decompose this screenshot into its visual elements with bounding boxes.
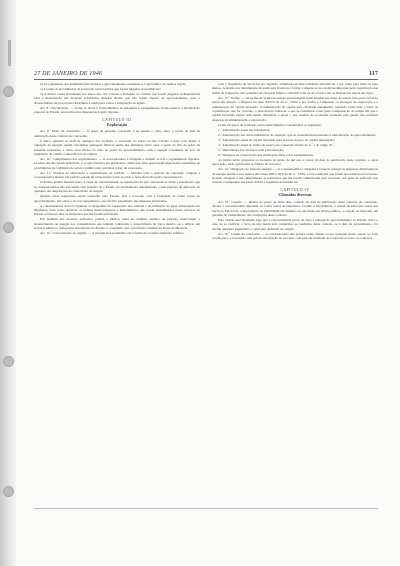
scan-binding-edge bbox=[0, 0, 16, 566]
paragraph: Art. 10.º Cumprimento dos regulamentos. — A concessionária é obrigada a cumprir as leis e regulamentos vigentes, na parte que lhe forem aplicáveis, e os que vierem a ser publicados, ainda que estes prescrevam imposições resultantes de providências de vigilância do serviço público não previstas à data da concessão. bbox=[34, 157, 200, 170]
paragraph: § único. Quando se abrir de qualquer dos escalões, a concessão do baixo ou alto Cávado é feita com direito à obtenção de energia, sejam concluídas quaisquer fábricas numa das primeiras cinco anos a partir do fim do prazo da presente concessão, e cinco anos findos ao cabo do prazo do aproveitamento, toda a energia consumida no acto da liquidação do crédito e amortização do capital. bbox=[34, 138, 200, 157]
paragraph: b) Ao pagamento das indemnizações devidas a aproveitamentos existentes e à agricultura, no termos legais; bbox=[40, 82, 186, 86]
list-item: 4.º Amortização anual do fundo de reserva da concessão fixado no n.º 1 do artigo 47.º; bbox=[218, 142, 336, 147]
paragraph: Como encargos da produção serão especialmente considerados os seguintes: bbox=[218, 122, 322, 127]
list-item: 3.º Amortização anual do capital investido para as taxas de juro do capital empregado; bbox=[218, 137, 335, 142]
paragraph: Art. 12.º Concretização do regime. — A energia será produzida sob a forma de corrente alternada trifásica, bbox=[40, 231, 185, 236]
list-item: 1.º Amortização anual das instalações; bbox=[218, 127, 270, 132]
staple-mark bbox=[8, 40, 11, 66]
punch-hole bbox=[3, 86, 14, 97]
paragraph: As tarifas serão propostas ao Governo no prazo de um ano a contar da data da publicação deste contrato, e, após aprovação, serão publicadas no Diário do Governo. bbox=[212, 157, 378, 167]
list-item: 5.º Importância dos encargos com a fiscalização; bbox=[218, 147, 285, 152]
left-column bbox=[34, 82, 200, 502]
paragraph: A concessionária deverá organizar os diagramas de exploração dos centrais e da utilização da água armazenada nas albufeiras, bem como observar os índices meteorológicos e hidrométricos que forem determinados pelos serviços do Estado e fornecer-lhes os elementos que lhe forem solicitados. bbox=[34, 203, 200, 217]
chapter-title: Exploração bbox=[106, 122, 128, 128]
paragraph: Art. 9.º Prazo da concessão. — O prazo da presente concessão é de setenta e cinco anos, a contar da data da publicação deste contrato de concessão. bbox=[34, 129, 200, 138]
paragraph: Art. 15.º Caução. — Dentro do prazo de vinte dias, contado da data da publicação deste contrato de concessão, deverá a concessionária depositar na Caixa Geral de Depósitos, Crédito e Previdência, à ordem da Direcção Geral dos Serviços Eléctricos, a importância de 2:000.000$ em dinheiro ou em títulos de dívida pública, a cotação do mercado, em garantia do cumprimento das obrigações deste contrato. bbox=[212, 199, 378, 217]
punch-hole bbox=[3, 486, 14, 497]
right-column bbox=[212, 82, 378, 502]
paragraph: Art. 13.º Tarifas. — As tarifas de venda de energia precisamente serão fixadas nas bases do estudo feito pelo Governo tendo em atenção o disposto na base XXVII da lei n.º 2:002 e por forma a compensar os encargos de exploração e a remuneração do capital investido. A remuneração do capital será calculada anualmente, tomando como base o valor da capitalização que for corrente, o qual deverá somar-se o que se considerar como justa compensação do tempo em que o capital investido esteve sem render dividendo e ainda o que resultar da economia realizada pela gestão das restantes despesas da administração e exploração. bbox=[212, 95, 378, 122]
paragraph: Art. 11.º Normas de exploração e regularização de caudais. — Durante todo o período da concessão compete à concessionária manter em perfeito estado de conservação todas as obras e bens afectados pelo concessionário. bbox=[34, 170, 200, 180]
paragraph: Quando estas reparações sejam custeadas pelo Estado, fica o Governo com a faculdade de tomar posse do aproveitamento, das obras e do seu equipamento, até efectivo pagamento das despesas efectuadas. bbox=[34, 194, 200, 203]
article-8: Art. 8.º Fiscalização. — Todas as obras e fornecimentos de máquinas e equipamentos ficam sujeitos à fiscalização especial do Estado, nos termos das disposições legais vigentes. bbox=[34, 105, 200, 115]
chapter-heading: CAPITULO III bbox=[102, 117, 132, 122]
list-item: 2.º Amortização das obras hidráulicas de captação, que se considerem necessárias à remodelação do aproveitamento; bbox=[218, 132, 377, 137]
paragraph: com a frequência de 50 ciclos por segundo, admitindo-se uma tolerância máxima de 1 por cento para mais ou para menos. A tensão nos barramentos de saída será fixada por forma a adaptar-se às condições impostas pela organização das linhas de transporte, não podendo ser em geral inferior a 60 000 volts ou de acordo com as disposições legais em vigor. bbox=[212, 82, 378, 95]
list-item: 6.º Despesas de conservação das instalações fixas e dos equipamentos. bbox=[218, 152, 314, 157]
punch-hole bbox=[3, 356, 14, 367]
paragraph: Art. 16.º Cessão da concessão. — A concessionária não poderá ceder, alienar ou por qualquer modo onerar, no todo ou em parte, a concessão sem prévia autorização do Governo, sob pena de nulidade dos respectivos actos ou contratos. bbox=[212, 231, 378, 241]
paragraph: c) A tomar as providências de protecção à piscicultura que forem julgadas aconselháveis; bbox=[40, 87, 161, 91]
paragraph: Em nenhum dos escalões aplicados, poderá a fábrica, tanto no domínio público ou privado, interromper o abastecimento de energia aos consumidores que tenham contratado o fornecimento de força motriz, ou a utilizar em serviços públicos, sem prévia autorização do Estado, e o seguinte: que a proibição constitui na Ponte da Misarela. bbox=[34, 217, 200, 231]
page-bottom-rule bbox=[34, 508, 378, 509]
header-rule bbox=[34, 79, 378, 80]
header-date: 27 DE JANEIRO DE 1946 bbox=[34, 70, 103, 77]
punch-hole bbox=[3, 222, 14, 233]
chapter-title: Cláusulas diversas bbox=[278, 192, 312, 198]
article-14: Art. 14.º Obrigação de fornecer energia. — A concessionária é obrigada a fornecer energia às empresas distribuidoras de energia eléctrica nos termos das bases XIII e XIV da lei n.º 2:002, e nas condições que forem aprovadas pelo Governo, ficando obrigada a dar cumprimento às instruções que lhe forem comunicadas pelo Governo, sob pena de aplicação das sanções consignadas nas bases XXXI e seguintes da mesma lei. bbox=[212, 167, 378, 185]
paragraph: O Estado poderá mandar fazer, à custa da concessionária, as reparações de que carecerem as obras e instalações que as concessionárias não executem, sem prejuízo de o Estado ser devidamente indemnizado, e sem prejuízo da aplicação de qualquer das disposições de caducidade ou resgate. bbox=[34, 180, 200, 194]
chapter-heading: CAPITULO IV bbox=[280, 187, 310, 192]
page-number: 117 bbox=[369, 70, 378, 77]
paragraph: Esta caução será levantada logo que a concessionária prove ter feito a entrega do aproveitamento ao Estado, salvo o caso de se verificar o facto de não terem sido cumpridas as condições deste contrato, se à data do levantamento, for devido qualquer pagamento, o qual será deduzido da caução. bbox=[212, 217, 378, 231]
paragraph: d) A deixar correr livremente nos leitos dos rios Cávado e Rabagão os caudais que forem julgados indispensáveis para a manutenção das diversas actividades situadas abaixo que não sejam objecto de aproveitamento, para o abastecimento de povoações ribeirinhas e ainda para evitar a estagnação de águas. bbox=[34, 92, 200, 105]
